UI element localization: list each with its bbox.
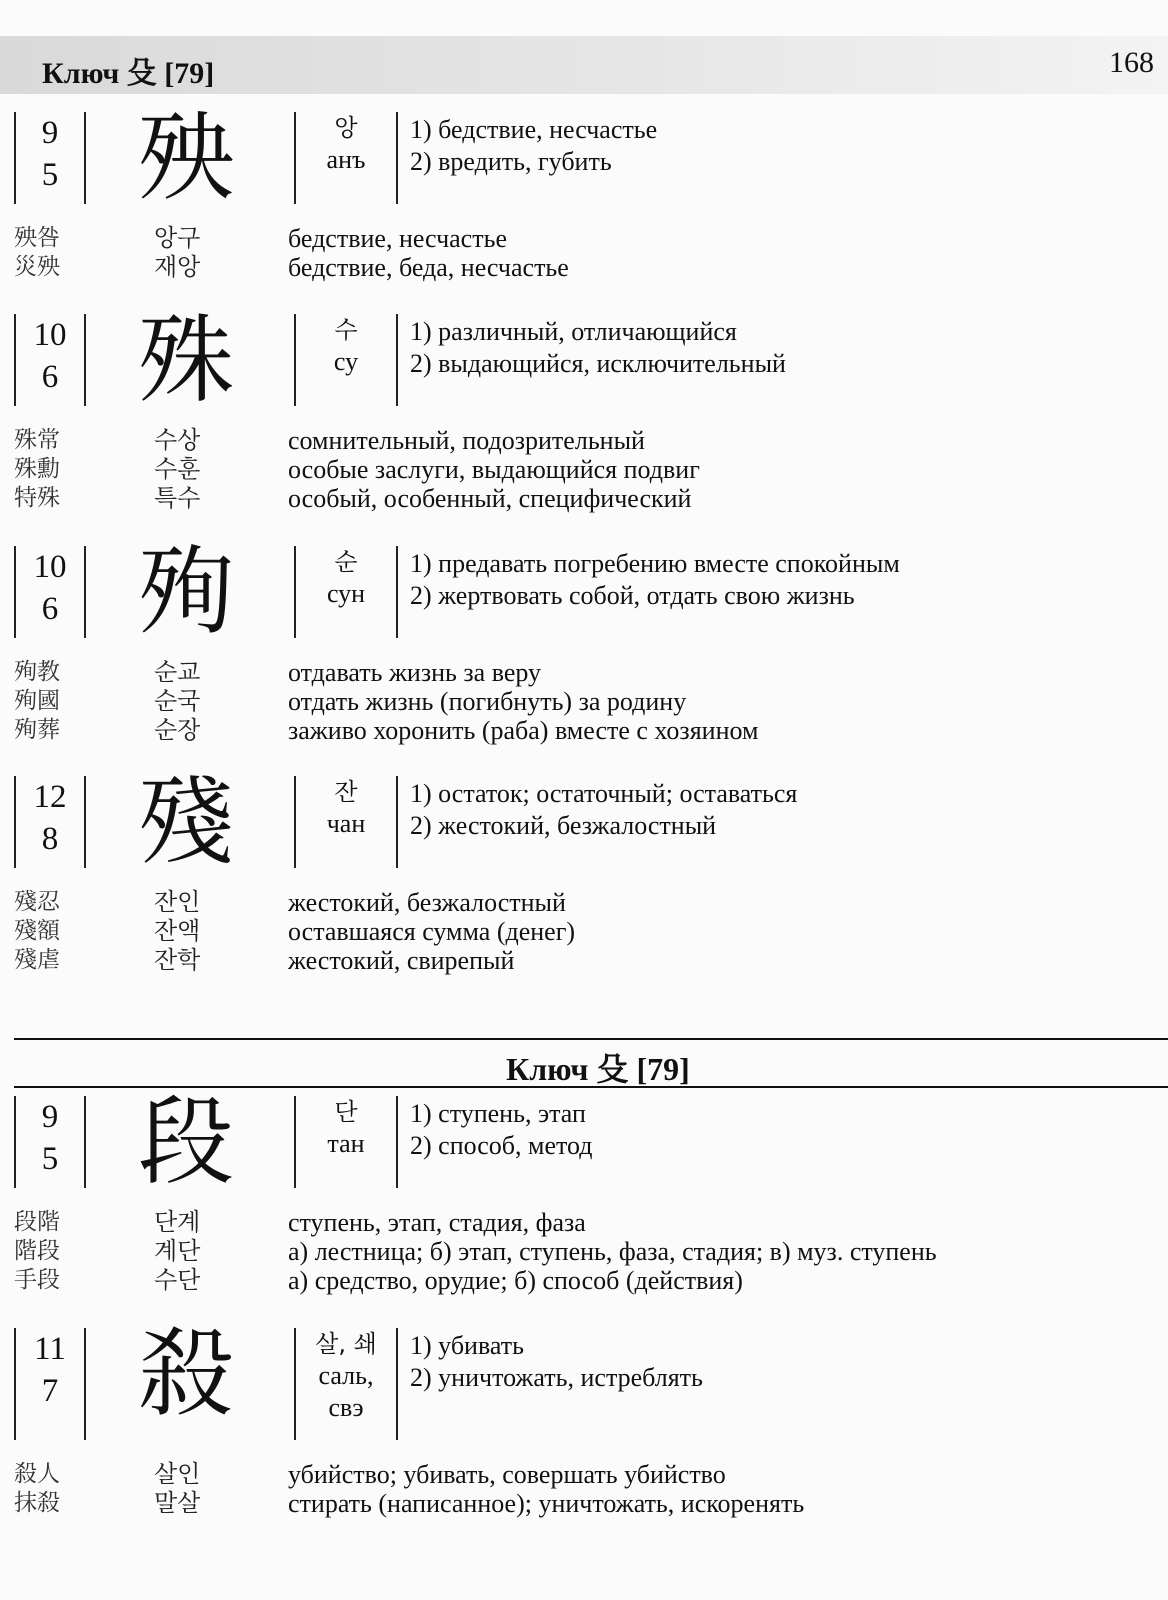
- compound-list: [0, 1460, 1168, 1518]
- main-hanja: 殊: [138, 304, 234, 416]
- reading-box: [294, 314, 398, 406]
- page-header: [0, 36, 1168, 94]
- reading-box: [294, 112, 398, 204]
- strokes-extra: 5: [41, 1141, 59, 1177]
- stroke-count: [14, 776, 86, 868]
- compound-row: [0, 1208, 1168, 1237]
- hangul-reading: 단: [334, 1098, 358, 1126]
- compound-meaning: отдать жизнь (погибнуть) за родину: [288, 687, 687, 716]
- compound-hangul: 수단: [154, 1266, 201, 1294]
- compound-row: [0, 253, 1168, 282]
- meanings: [410, 114, 1160, 178]
- meaning: 1) остаток; остаточный; оставаться: [410, 779, 798, 808]
- compound-hanja: 手段: [14, 1267, 60, 1293]
- strokes-total: 11: [34, 1331, 66, 1367]
- strokes-extra: 6: [41, 359, 59, 395]
- compound-hanja: 特殊: [14, 485, 60, 511]
- compound-hangul: 잔인: [154, 888, 201, 916]
- compound-meaning: особый, особенный, специфический: [288, 484, 692, 513]
- compound-row: [0, 455, 1168, 484]
- compound-row: [0, 1460, 1168, 1489]
- compound-row: [0, 946, 1168, 975]
- compound-meaning: особые заслуги, выдающийся подвиг: [288, 455, 700, 484]
- meanings: [410, 778, 1160, 842]
- compound-hanja: 殉教: [14, 659, 60, 685]
- stroke-count: [14, 546, 86, 638]
- compound-hanja: 抹殺: [14, 1490, 60, 1516]
- meaning: 2) уничтожать, истреблять: [410, 1363, 703, 1392]
- compound-hangul: 수훈: [154, 455, 201, 483]
- hangul-reading: 순: [334, 548, 358, 576]
- compound-hangul: 앙구: [154, 224, 201, 252]
- compound-hanja: 殊常: [14, 427, 60, 453]
- compound-meaning: отдавать жизнь за веру: [288, 658, 542, 687]
- strokes-total: 9: [41, 1099, 59, 1135]
- compound-row: [0, 888, 1168, 917]
- compound-meaning: стирать (написанное); уничтожать, искоренять: [288, 1489, 805, 1518]
- compound-hangul: 순교: [154, 658, 201, 686]
- hangul-reading: 수: [334, 316, 358, 344]
- compound-hangul: 순장: [154, 716, 201, 744]
- compound-hanja: 階段: [14, 1238, 60, 1264]
- cyrillic-reading: чан: [326, 809, 366, 838]
- compound-meaning: заживо хоронить (раба) вместе с хозяином: [288, 716, 759, 745]
- meaning: 2) выдающийся, исключительный: [410, 349, 786, 378]
- meanings: [410, 548, 1160, 612]
- hangul-reading: 잔: [334, 778, 358, 806]
- compound-list: [0, 888, 1168, 975]
- stroke-count: [14, 112, 86, 204]
- compound-meaning: оставшаяся сумма (денег): [288, 917, 576, 946]
- main-hanja: 殺: [138, 1318, 234, 1430]
- compound-meaning: ступень, этап, стадия, фаза: [288, 1208, 586, 1237]
- compound-hangul: 말살: [154, 1489, 201, 1517]
- compound-list: [0, 224, 1168, 282]
- meaning: 2) жертвовать собой, отдать свою жизнь: [410, 581, 855, 610]
- compound-meaning: жестокий, безжалостный: [288, 888, 566, 917]
- reading-box: [294, 776, 398, 868]
- compound-row: [0, 1237, 1168, 1266]
- stroke-count: [14, 1096, 86, 1188]
- compound-meaning: жестокий, свирепый: [288, 946, 515, 975]
- compound-hangul: 수상: [154, 426, 201, 454]
- compound-hanja: 殉國: [14, 688, 60, 714]
- compound-hanja: 殘虐: [14, 947, 60, 973]
- compound-row: [0, 687, 1168, 716]
- compound-hangul: 계단: [154, 1237, 201, 1265]
- meanings: [410, 316, 1160, 380]
- strokes-extra: 6: [41, 591, 59, 627]
- compound-hanja: 殺人: [14, 1461, 60, 1487]
- meaning: 1) различный, отличающийся: [410, 317, 737, 346]
- compound-list: [0, 426, 1168, 513]
- meaning: 2) жестокий, безжалостный: [410, 811, 717, 840]
- stroke-count: [14, 314, 86, 406]
- compound-hanja: 災殃: [14, 254, 60, 280]
- strokes-total: 12: [33, 779, 67, 815]
- meaning: 2) вредить, губить: [410, 147, 612, 176]
- meaning: 1) предавать погребению вместе спокойным: [410, 549, 900, 578]
- strokes-extra: 5: [41, 157, 59, 193]
- compound-hanja: 殊勳: [14, 456, 60, 482]
- stroke-count: [14, 1328, 86, 1440]
- compound-meaning: а) лестница; б) этап, ступень, фаза, стадия; в) муз. ступень: [288, 1237, 937, 1266]
- hangul-reading: 앙: [334, 114, 358, 142]
- hangul-reading: 살, 쇄: [315, 1330, 377, 1358]
- compound-hangul: 살인: [154, 1460, 201, 1488]
- meaning: 2) способ, метод: [410, 1131, 593, 1160]
- compound-hangul: 순국: [154, 687, 201, 715]
- main-hanja: 殘: [138, 766, 234, 878]
- compound-hangul: 잔액: [154, 917, 201, 945]
- strokes-total: 10: [33, 317, 67, 353]
- strokes-total: 9: [41, 115, 59, 151]
- header-title: Ключ 殳 [79]: [42, 57, 215, 90]
- compound-row: [0, 426, 1168, 455]
- main-hanja: 殃: [138, 102, 234, 214]
- compound-hangul: 단계: [154, 1208, 201, 1236]
- compound-row: [0, 484, 1168, 513]
- compound-meaning: убийство; убивать, совершать убийство: [288, 1460, 726, 1489]
- compound-row: [0, 224, 1168, 253]
- reading-box: [294, 1096, 398, 1188]
- cyrillic-reading-alt: свэ: [328, 1393, 364, 1422]
- cyrillic-reading: сун: [326, 579, 366, 608]
- main-hanja: 段: [138, 1086, 234, 1198]
- meanings: [410, 1098, 1160, 1162]
- section-divider: [14, 1038, 1168, 1088]
- compound-row: [0, 917, 1168, 946]
- main-hanja: 殉: [138, 536, 234, 648]
- compound-hanja: 段階: [14, 1209, 60, 1235]
- compound-hangul: 재앙: [154, 253, 201, 281]
- compound-hangul: 잔학: [154, 946, 201, 974]
- strokes-total: 10: [33, 549, 67, 585]
- strokes-extra: 8: [41, 821, 59, 857]
- compound-list: [0, 1208, 1168, 1295]
- cyrillic-reading: су: [333, 347, 359, 376]
- compound-row: [0, 1266, 1168, 1295]
- reading-box: [294, 546, 398, 638]
- compound-hangul: 특수: [154, 484, 201, 512]
- compound-meaning: бедствие, несчастье: [288, 224, 507, 253]
- compound-hanja: 殘額: [14, 918, 60, 944]
- compound-meaning: а) средство, орудие; б) способ (действия): [288, 1266, 743, 1295]
- compound-meaning: бедствие, беда, несчастье: [288, 253, 569, 282]
- compound-row: [0, 716, 1168, 745]
- compound-hanja: 殃咎: [14, 225, 60, 251]
- cyrillic-reading: анъ: [326, 145, 366, 174]
- compound-hanja: 殘忍: [14, 889, 60, 915]
- compound-meaning: сомнительный, подозрительный: [288, 426, 645, 455]
- cyrillic-reading: саль,: [318, 1361, 374, 1390]
- meanings: [410, 1330, 1160, 1394]
- compound-hanja: 殉葬: [14, 717, 60, 743]
- reading-box: [294, 1328, 398, 1440]
- meaning: 1) бедствие, несчастье: [410, 115, 658, 144]
- page-number: 168: [1109, 46, 1154, 79]
- meaning: 1) ступень, этап: [410, 1099, 586, 1128]
- compound-row: [0, 658, 1168, 687]
- strokes-extra: 7: [41, 1373, 59, 1409]
- section-title: Ключ 殳 [79]: [506, 1051, 690, 1087]
- compound-list: [0, 658, 1168, 745]
- cyrillic-reading: тан: [327, 1129, 365, 1158]
- compound-row: [0, 1489, 1168, 1518]
- meaning: 1) убивать: [410, 1331, 524, 1360]
